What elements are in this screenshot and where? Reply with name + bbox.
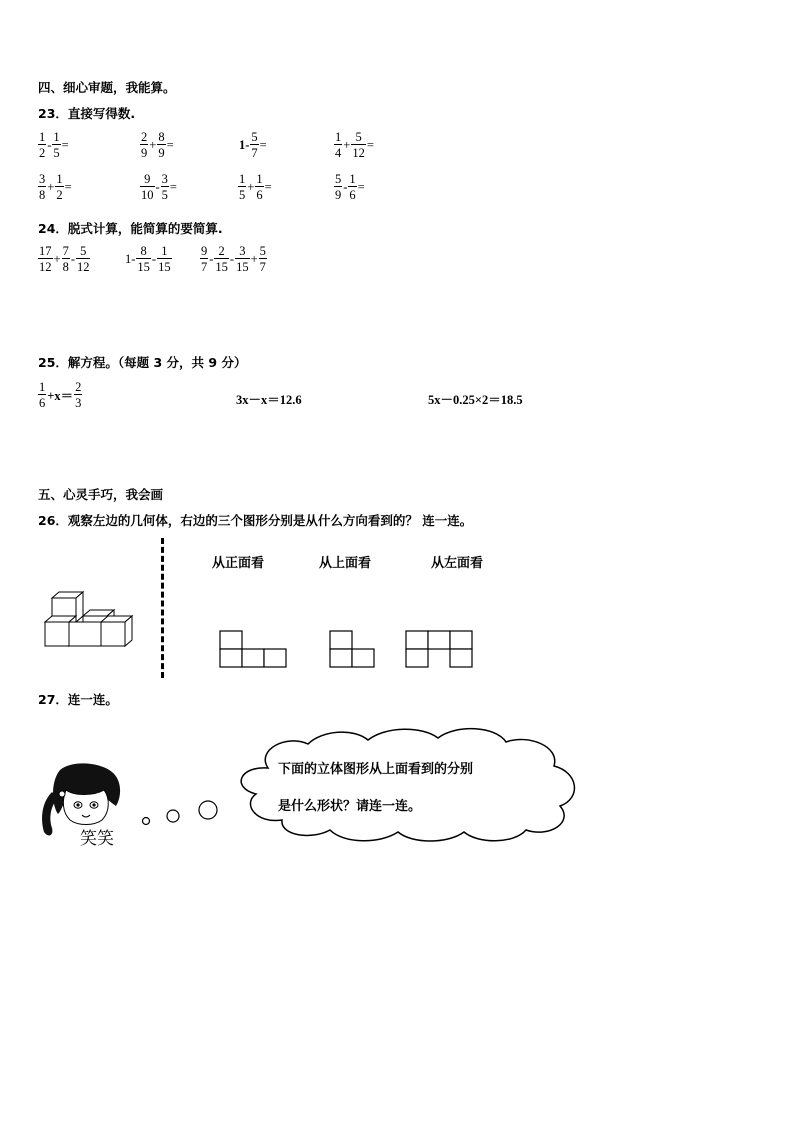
q25-title: 25．解方程。（每题 3 分，共 9 分） [38, 355, 247, 370]
q23-problem: $\frac{1}{4}$ + $\frac{5}{12}$ = [335, 130, 374, 160]
fraction: $\frac{2}{9}$ [141, 130, 148, 160]
character-name-label: 笑笑 [80, 829, 114, 849]
fraction: $\frac{1}{6}$ [256, 172, 263, 202]
q23-problem: $\frac{3}{8}$ + $\frac{1}{2}$ = [39, 172, 72, 202]
thought-cloud [216, 724, 588, 844]
q23-problem: $\frac{1}{2}$ - $\frac{1}{5}$ = [39, 130, 69, 160]
fraction: $\frac{9}{10}$ [141, 172, 154, 202]
fraction: $\frac{1}{15}$ [158, 244, 171, 274]
q24-expression-3: $\frac{9}{7}$ - $\frac{2}{15}$ - $\frac{3}{15}$ + $\frac{5}{7}$ [201, 244, 266, 274]
q23-problem: $\frac{9}{10}$ - $\frac{3}{5}$ = [141, 172, 177, 202]
fraction: $\frac{2}{3}$ [75, 380, 82, 410]
fraction: $\frac{7}{8}$ [62, 244, 69, 274]
thought-dots [138, 796, 222, 830]
view-label-top: 从上面看 [319, 556, 372, 571]
fraction: $\frac{8}{15}$ [137, 244, 150, 274]
view-label-left: 从左面看 [431, 556, 484, 571]
bubble-text-line-1: 下面的立体图形从上面看到的分别 [278, 762, 474, 777]
q25-equation-1: $\frac{1}{6}$ +x＝ $\frac{2}{3}$ [39, 380, 82, 410]
fraction: $\frac{1}{5}$ [239, 172, 246, 202]
q23-problem: $\frac{5}{9}$ - $\frac{1}{6}$ = [335, 172, 365, 202]
q23-problem: 1- $\frac{5}{7}$ = [239, 130, 267, 160]
fraction: $\frac{3}{8}$ [39, 172, 46, 202]
cube-solid-figure [40, 590, 142, 652]
fraction: $\frac{1}{4}$ [335, 130, 342, 160]
q23-title: 23．直接写得数. [38, 106, 136, 121]
fraction: $\frac{3}{5}$ [161, 172, 168, 202]
view-shape-3[interactable] [405, 630, 475, 670]
fraction: $\frac{1}{6}$ [39, 380, 46, 410]
fraction: $\frac{1}{2}$ [39, 130, 46, 160]
q24-expression-2: 1- $\frac{8}{15}$ - $\frac{1}{15}$ [125, 244, 171, 274]
fraction: $\frac{5}{9}$ [335, 172, 342, 202]
fraction: $\frac{1}{6}$ [349, 172, 356, 202]
fraction: $\frac{5}{7}$ [259, 244, 266, 274]
dashed-divider [161, 538, 164, 678]
q26-title: 26．观察左边的几何体，右边的三个图形分别是从什么方向看到的？ 连一连。 [38, 513, 473, 528]
fraction: $\frac{17}{12}$ [39, 244, 52, 274]
q23-problem: $\frac{1}{5}$ + $\frac{1}{6}$ = [239, 172, 272, 202]
view-shape-1[interactable] [219, 630, 289, 670]
view-shape-2[interactable] [329, 630, 377, 670]
fraction: $\frac{3}{15}$ [236, 244, 249, 274]
fraction: $\frac{5}{7}$ [251, 130, 258, 160]
bubble-text-line-2: 是什么形状？请连一连。 [278, 799, 422, 814]
q24-title: 24．脱式计算，能简算的要简算. [38, 221, 223, 236]
fraction: $\frac{5}{12}$ [76, 244, 90, 274]
fraction: $\frac{1}{5}$ [53, 130, 60, 160]
view-label-front: 从正面看 [212, 556, 265, 571]
fraction: $\frac{1}{2}$ [56, 172, 63, 202]
fraction: $\frac{9}{7}$ [201, 244, 208, 274]
q24-expression-1: $\frac{17}{12}$ + $\frac{7}{8}$ - $\frac{5}{12}$ [39, 244, 90, 274]
fraction: $\frac{8}{9}$ [158, 130, 165, 160]
q23-problem: $\frac{2}{9}$ + $\frac{8}{9}$ = [141, 130, 174, 160]
section-5-title: 五、心灵手巧，我会画 [38, 487, 164, 502]
fraction: $\frac{2}{15}$ [215, 244, 228, 274]
section-4-title: 四、细心审题，我能算。 [38, 80, 176, 95]
q25-equation-2: 3x－x＝12.6 [236, 393, 302, 407]
q25-equation-3: 5x－0.25×2＝18.5 [428, 393, 523, 407]
fraction: $\frac{5}{12}$ [352, 130, 365, 160]
q27-title: 27．连一连。 [38, 692, 118, 707]
